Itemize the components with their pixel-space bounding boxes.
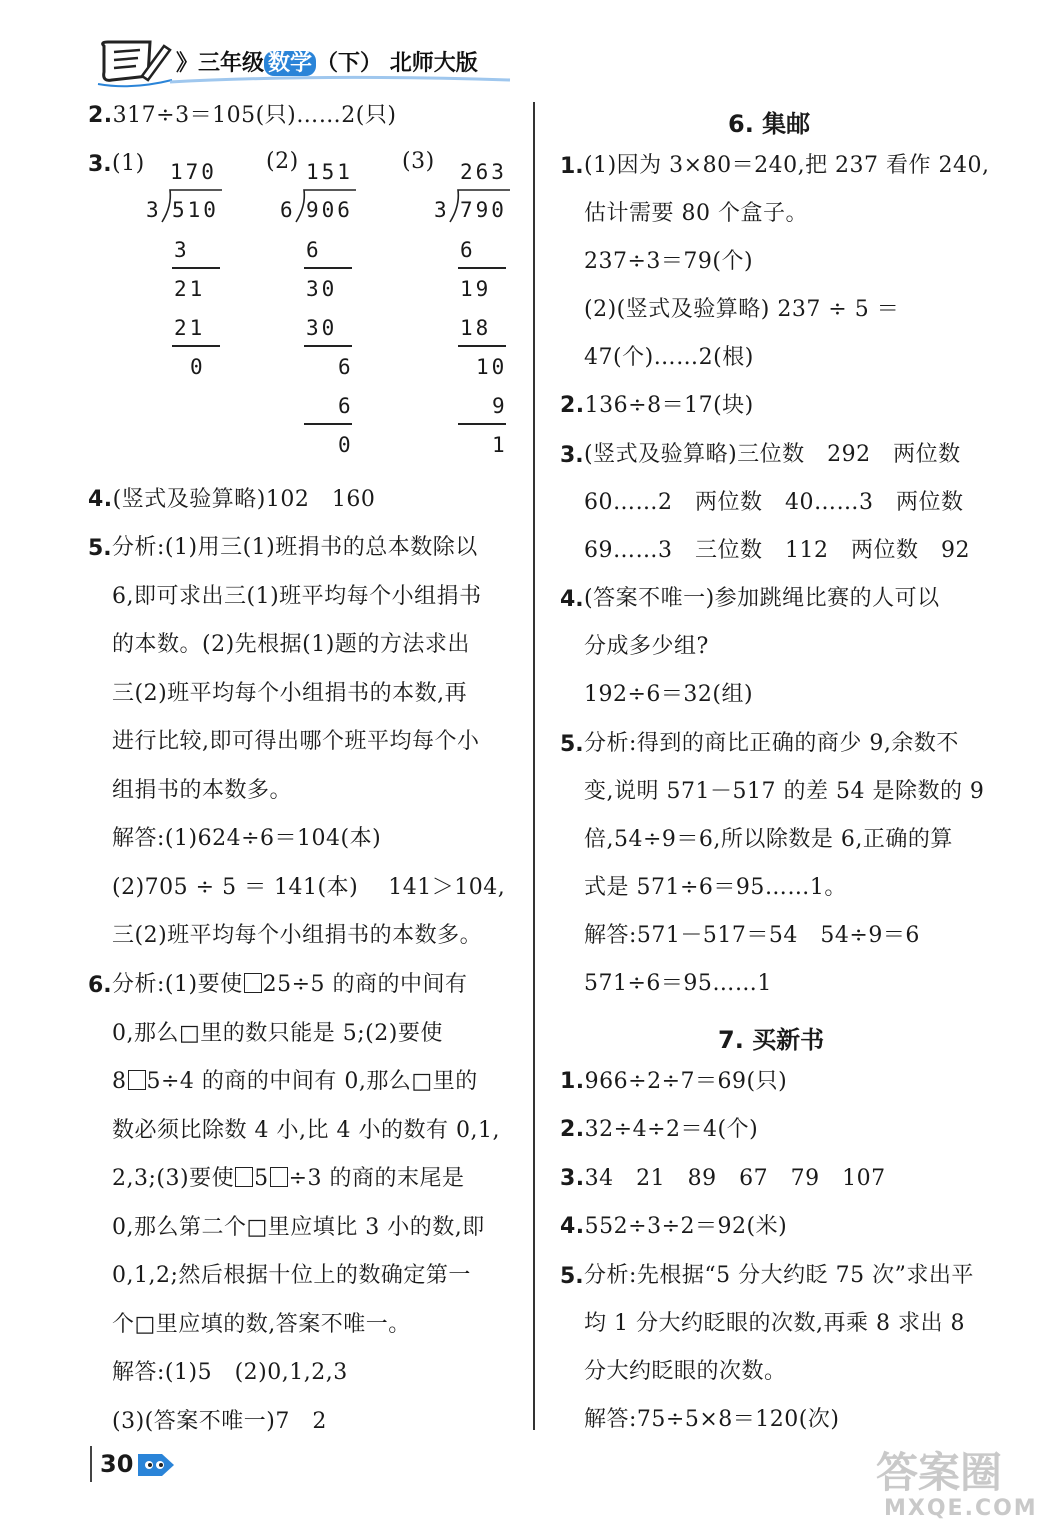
- text-line: 0,1,2;然后根据十位上的数确定第一: [112, 1263, 471, 1288]
- dividend: 790: [460, 198, 507, 222]
- right-s7-q3: [560, 1167, 886, 1191]
- blank-box: [244, 973, 262, 993]
- page-number: 30: [100, 1450, 134, 1478]
- header-underline: [170, 74, 515, 88]
- quotient: 263: [460, 160, 507, 184]
- question-number: 1.: [560, 1069, 585, 1094]
- watermark-url: MXQE.COM: [884, 1496, 1038, 1521]
- step-line: [304, 345, 352, 347]
- footer-divider: [90, 1446, 92, 1482]
- text-line: 解答:75÷5×8＝120(次): [584, 1407, 840, 1432]
- text-line: 60……2 两位数 40……3 两位数: [584, 490, 964, 515]
- text-segment: 5÷4 的商的中间有 0,那么□里的: [146, 1069, 478, 1094]
- question-number: 2.: [560, 1117, 585, 1142]
- text-line: 数必须比除数 4 小,比 4 小的数有 0,1,: [112, 1118, 500, 1143]
- text-line: 分成多少组?: [584, 634, 709, 659]
- text-line: 6,即可求出三(1)班平均每个小组捐书: [112, 584, 482, 609]
- step-line: [304, 423, 352, 425]
- text-line: 分析:(1)用三(1)班捐书的总本数除以: [112, 535, 478, 560]
- text-line: 0,那么□里的数只能是 5;(2)要使: [112, 1021, 443, 1046]
- text-line: 解答:571－517＝54 54÷9＝6: [584, 923, 920, 948]
- blank-box: [235, 1167, 253, 1187]
- header-edition: （下） 北师大版: [316, 51, 478, 76]
- answer-text: 552÷3÷2＝92(米): [584, 1214, 788, 1239]
- step-line: [458, 345, 506, 347]
- right-s7-q2: [560, 1118, 758, 1142]
- step-line: [304, 267, 352, 269]
- text-line: 式是 571÷6＝95……1。: [584, 875, 847, 900]
- text-segment: 5: [254, 1166, 269, 1191]
- text-segment: 分析:(1)要使: [112, 972, 243, 997]
- text-segment: 2,3;(3)要使: [112, 1166, 235, 1191]
- left-q4: [88, 488, 375, 512]
- text-line: 倍,54÷9＝6,所以除数是 6,正确的算: [584, 827, 953, 852]
- question-number: 5.: [560, 732, 584, 757]
- text-line: 个□里应填的数,答案不唯一。: [112, 1312, 411, 1337]
- text-line: (答案不唯一)参加跳绳比赛的人可以: [584, 586, 940, 611]
- question-number: 2.: [88, 103, 113, 128]
- notebook-pencil-icon: [92, 36, 174, 88]
- answer-text: 136÷8＝17(块): [584, 393, 754, 418]
- text-line: 解答:(1)5 (2)0,1,2,3: [112, 1360, 348, 1385]
- text-line: 均 1 分大约眨眼的次数,再乘 8 求出 8: [584, 1311, 965, 1336]
- text-line: 的本数。(2)先根据(1)题的方法求出: [112, 632, 470, 657]
- question-number: 3.: [560, 443, 584, 468]
- step-value: 18: [460, 316, 492, 340]
- step-line: [458, 267, 506, 269]
- text-segment: 25÷5 的商的中间有: [262, 972, 468, 997]
- question-number: 2.: [560, 393, 585, 418]
- text-line: 192÷6＝32(组): [584, 682, 754, 707]
- subquestion-label: (2): [266, 149, 299, 174]
- header-subject: 数学: [264, 51, 316, 76]
- step-value: 1: [492, 433, 508, 457]
- question-number: 1.: [560, 154, 584, 179]
- watermark-text: 答案圈: [876, 1448, 1003, 1497]
- step-value: 21: [174, 277, 206, 301]
- text-line: (竖式及验算略)三位数 292 两位数: [584, 442, 961, 467]
- column-divider: [533, 102, 535, 1430]
- arrow-face-icon: [136, 1448, 176, 1482]
- answer-text: 317÷3＝105(只)……2(只): [112, 103, 397, 128]
- blank-box: [270, 1167, 288, 1187]
- step-line: [172, 345, 220, 347]
- step-value: 6: [338, 355, 354, 379]
- text-line: 进行比较,即可得出哪个班平均每个小: [112, 729, 480, 754]
- question-number: 3.: [88, 152, 112, 177]
- text-line: 解答:(1)624÷6＝104(本): [112, 826, 382, 851]
- text-line: 三(2)班平均每个小组捐书的本数,再: [112, 681, 468, 706]
- divisor: 3: [146, 198, 162, 222]
- step-value: 10: [476, 355, 508, 379]
- text-line: 组捐书的本数多。: [112, 778, 293, 803]
- step-value: 21: [174, 316, 206, 340]
- step-value: 3: [174, 238, 190, 262]
- text-line: 变,说明 571－517 的差 54 是除数的 9: [584, 779, 985, 804]
- step-value: 0: [338, 433, 354, 457]
- dividend: 906: [306, 198, 353, 222]
- right-s7-q4: [560, 1215, 787, 1239]
- answer-text: (竖式及验算略)102 160: [112, 487, 376, 512]
- answer-text: 32÷4÷2＝4(个): [584, 1117, 759, 1142]
- blank-box: [128, 1070, 146, 1090]
- text-line: [112, 1167, 465, 1191]
- text-segment: 8: [112, 1069, 127, 1094]
- text-line: [112, 1070, 478, 1094]
- step-line: [458, 423, 506, 425]
- text-line: [112, 973, 468, 997]
- text-line: 分大约眨眼的次数。: [584, 1359, 787, 1384]
- section-title: 6. 集邮: [728, 110, 811, 138]
- text-line: 237÷3＝79(个): [584, 249, 754, 274]
- text-line: 三(2)班平均每个小组捐书的本数多。: [112, 923, 483, 948]
- step-value: 6: [460, 238, 476, 262]
- divisor: 6: [280, 198, 296, 222]
- step-value: 6: [306, 238, 322, 262]
- dividend: 510: [172, 198, 219, 222]
- step-value: 9: [492, 394, 508, 418]
- text-line: 571÷6＝95……1: [584, 971, 772, 996]
- answer-text: 966÷2÷7＝69(只): [584, 1069, 788, 1094]
- answer-text: 34 21 89 67 79 107: [584, 1166, 886, 1191]
- question-number: 4.: [88, 487, 113, 512]
- right-s7-q1: [560, 1070, 787, 1094]
- question-number: 4.: [560, 1214, 585, 1239]
- left-q2: [88, 104, 396, 128]
- text-segment: ÷3 的商的末尾是: [288, 1166, 465, 1191]
- text-line: 分析:得到的商比正确的商少 9,余数不: [584, 731, 959, 756]
- section-title: 7. 买新书: [718, 1026, 825, 1054]
- subquestion-label: (1): [112, 151, 145, 176]
- text-line: 估计需要 80 个盒子。: [584, 201, 808, 226]
- question-number: 4.: [560, 587, 584, 612]
- text-line: 47(个)……2(根): [584, 345, 754, 370]
- step-line: [172, 267, 220, 269]
- question-number: 5.: [560, 1264, 584, 1289]
- question-number: 5.: [88, 536, 112, 561]
- step-value: 30: [306, 277, 338, 301]
- question-number: 6.: [88, 973, 112, 998]
- text-line: (1)因为 3×80＝240,把 237 看作 240,: [584, 153, 990, 178]
- step-value: 19: [460, 277, 492, 301]
- text-line: (2)705 ÷ 5 ＝ 141(本) 141＞104,: [112, 875, 506, 900]
- right-s6-q2: [560, 394, 754, 418]
- divisor: 3: [434, 198, 450, 222]
- text-line: 69……3 三位数 112 两位数 92: [584, 538, 970, 563]
- quotient: 151: [306, 160, 353, 184]
- step-value: 6: [338, 394, 354, 418]
- text-line: 0,那么第二个□里应填比 3 小的数,即: [112, 1215, 485, 1240]
- text-line: (2)(竖式及验算略) 237 ÷ 5 ＝: [584, 297, 900, 322]
- header-title: [176, 46, 478, 77]
- quotient: 170: [170, 160, 217, 184]
- question-number: 3.: [560, 1166, 585, 1191]
- text-line: (3)(答案不唯一)7 2: [112, 1409, 327, 1434]
- header-grade: 》三年级: [176, 51, 265, 76]
- subquestion-label: (3): [402, 149, 435, 174]
- text-line: 分析:先根据“5 分大约眨 75 次”求出平: [584, 1263, 974, 1288]
- step-value: 0: [190, 355, 206, 379]
- step-value: 30: [306, 316, 338, 340]
